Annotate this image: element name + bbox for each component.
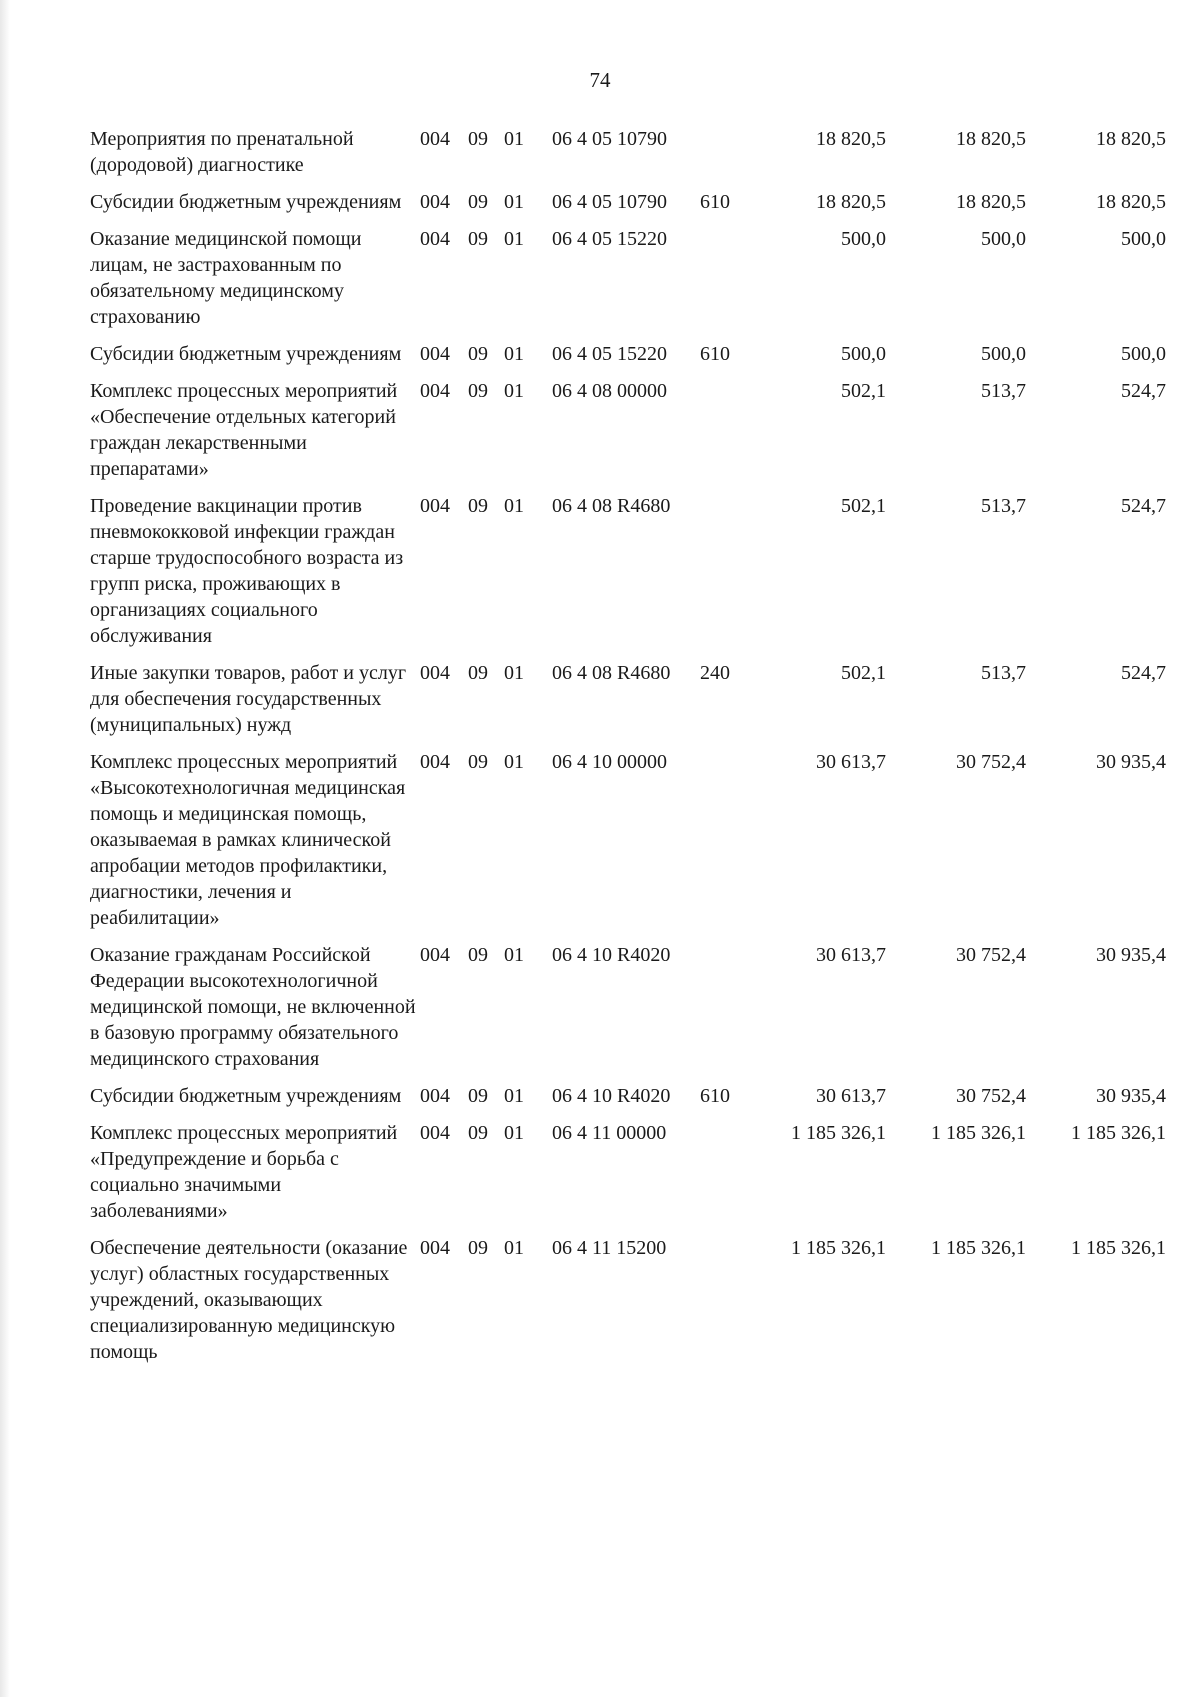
- amount-year-1: 502,1: [841, 662, 886, 684]
- ministry-code: 004: [420, 495, 450, 517]
- row-name: Комплекс процессных мероприятий «Предупреждение и борьба с социально значимыми заболеваниями»: [90, 1122, 398, 1222]
- amount-year-2: 500,0: [981, 228, 1026, 250]
- target-article-code: 06 4 05 10790: [552, 128, 667, 150]
- amount-year-2: 500,0: [981, 343, 1026, 365]
- section-code: 09: [468, 1085, 488, 1107]
- ministry-code: 004: [420, 944, 450, 966]
- row-name: Субсидии бюджетным учреждениям: [90, 343, 402, 365]
- amount-year-2: 30 752,4: [956, 751, 1026, 773]
- amount-year-3: 500,0: [1121, 343, 1166, 365]
- target-article-code: 06 4 05 15220: [552, 343, 667, 365]
- table-row: [90, 1120, 1170, 1224]
- target-article-code: 06 4 10 R4020: [552, 944, 671, 966]
- subsection-code: 01: [504, 343, 524, 365]
- row-name: Комплекс процессных мероприятий «Высокотехнологичная медицинская помощь и медицинская помощь, оказываемая в рамках клинической апробации методов профилактики, диагностики, лечения и реабилитации»: [90, 751, 406, 929]
- expense-type-code: 610: [700, 343, 730, 365]
- row-name: Мероприятия по пренатальной (дородовой) диагностике: [90, 128, 354, 176]
- target-article-code: 06 4 05 10790: [552, 191, 667, 213]
- amount-year-3: 30 935,4: [1096, 1085, 1166, 1107]
- ministry-code: 004: [420, 343, 450, 365]
- table-row: [90, 493, 1170, 649]
- row-name: Оказание медицинской помощи лицам, не застрахованным по обязательному медицинскому страхованию: [90, 228, 362, 328]
- amount-year-2: 18 820,5: [956, 128, 1026, 150]
- table-row: [90, 378, 1170, 482]
- target-article-code: 06 4 08 R4680: [552, 662, 671, 684]
- section-code: 09: [468, 380, 488, 402]
- target-article-code: 06 4 08 00000: [552, 380, 667, 402]
- section-code: 09: [468, 1237, 488, 1259]
- amount-year-1: 502,1: [841, 380, 886, 402]
- subsection-code: 01: [504, 662, 524, 684]
- amount-year-2: 513,7: [981, 662, 1026, 684]
- amount-year-3: 500,0: [1121, 228, 1166, 250]
- amount-year-1: 1 185 326,1: [791, 1237, 886, 1259]
- expense-type-code: 240: [700, 662, 730, 684]
- amount-year-3: 524,7: [1121, 380, 1166, 402]
- subsection-code: 01: [504, 1237, 524, 1259]
- table-row: [90, 341, 1170, 367]
- amount-year-3: 18 820,5: [1096, 191, 1166, 213]
- row-name: Иные закупки товаров, работ и услуг для обеспечения государственных (муниципальных) нужд: [90, 662, 407, 736]
- ministry-code: 004: [420, 380, 450, 402]
- amount-year-1: 500,0: [841, 343, 886, 365]
- table-row: [90, 126, 1170, 178]
- section-code: 09: [468, 1122, 488, 1144]
- row-name: Проведение вакцинации против пневмококковой инфекции граждан старше трудоспособного возраста из групп риска, проживающих в организациях социального обслуживания: [90, 495, 404, 647]
- page-number: 74: [589, 68, 611, 92]
- target-article-code: 06 4 11 15200: [552, 1237, 667, 1259]
- budget-table: [90, 126, 1170, 1376]
- amount-year-3: 1 185 326,1: [1071, 1237, 1166, 1259]
- table-row: [90, 660, 1170, 738]
- amount-year-3: 18 820,5: [1096, 128, 1166, 150]
- row-name: Обеспечение деятельности (оказание услуг) областных государственных учреждений, оказывающих специализированную медицинскую помощь: [90, 1237, 408, 1363]
- ministry-code: 004: [420, 1237, 450, 1259]
- section-code: 09: [468, 944, 488, 966]
- amount-year-2: 30 752,4: [956, 944, 1026, 966]
- ministry-code: 004: [420, 662, 450, 684]
- subsection-code: 01: [504, 1122, 524, 1144]
- section-code: 09: [468, 343, 488, 365]
- table-row: [90, 942, 1170, 1072]
- expense-type-code: 610: [700, 1085, 730, 1107]
- target-article-code: 06 4 08 R4680: [552, 495, 671, 517]
- amount-year-1: 502,1: [841, 495, 886, 517]
- ministry-code: 004: [420, 191, 450, 213]
- scan-edge-shadow: [0, 0, 10, 1697]
- section-code: 09: [468, 495, 488, 517]
- amount-year-3: 524,7: [1121, 495, 1166, 517]
- section-code: 09: [468, 191, 488, 213]
- amount-year-1: 18 820,5: [816, 128, 886, 150]
- row-name: Субсидии бюджетным учреждениям: [90, 1085, 402, 1107]
- amount-year-2: 1 185 326,1: [931, 1237, 1026, 1259]
- table-row: [90, 189, 1170, 215]
- section-code: 09: [468, 751, 488, 773]
- amount-year-2: 513,7: [981, 495, 1026, 517]
- ministry-code: 004: [420, 1122, 450, 1144]
- amount-year-2: 513,7: [981, 380, 1026, 402]
- amount-year-1: 30 613,7: [816, 751, 886, 773]
- amount-year-3: 1 185 326,1: [1071, 1122, 1166, 1144]
- table-row: [90, 226, 1170, 330]
- section-code: 09: [468, 662, 488, 684]
- subsection-code: 01: [504, 944, 524, 966]
- amount-year-1: 500,0: [841, 228, 886, 250]
- section-code: 09: [468, 128, 488, 150]
- ministry-code: 004: [420, 228, 450, 250]
- table-row: [90, 749, 1170, 931]
- amount-year-3: 30 935,4: [1096, 751, 1166, 773]
- table-row: [90, 1235, 1170, 1365]
- amount-year-1: 18 820,5: [816, 191, 886, 213]
- table-row: [90, 1083, 1170, 1109]
- amount-year-3: 30 935,4: [1096, 944, 1166, 966]
- ministry-code: 004: [420, 751, 450, 773]
- subsection-code: 01: [504, 228, 524, 250]
- subsection-code: 01: [504, 751, 524, 773]
- amount-year-1: 1 185 326,1: [791, 1122, 886, 1144]
- row-name: Субсидии бюджетным учреждениям: [90, 191, 402, 213]
- amount-year-2: 30 752,4: [956, 1085, 1026, 1107]
- section-code: 09: [468, 228, 488, 250]
- ministry-code: 004: [420, 1085, 450, 1107]
- subsection-code: 01: [504, 380, 524, 402]
- target-article-code: 06 4 10 00000: [552, 751, 667, 773]
- row-name: Оказание гражданам Российской Федерации высокотехнологичной медицинской помощи, не включенной в базовую программу обязательного медицинского страхования: [90, 944, 416, 1070]
- target-article-code: 06 4 05 15220: [552, 228, 667, 250]
- subsection-code: 01: [504, 128, 524, 150]
- expense-type-code: 610: [700, 191, 730, 213]
- subsection-code: 01: [504, 495, 524, 517]
- target-article-code: 06 4 10 R4020: [552, 1085, 671, 1107]
- subsection-code: 01: [504, 191, 524, 213]
- amount-year-2: 1 185 326,1: [931, 1122, 1026, 1144]
- row-name: Комплекс процессных мероприятий «Обеспечение отдельных категорий граждан лекарственными препаратами»: [90, 380, 398, 480]
- amount-year-3: 524,7: [1121, 662, 1166, 684]
- amount-year-1: 30 613,7: [816, 1085, 886, 1107]
- ministry-code: 004: [420, 128, 450, 150]
- target-article-code: 06 4 11 00000: [552, 1122, 667, 1144]
- subsection-code: 01: [504, 1085, 524, 1107]
- amount-year-1: 30 613,7: [816, 944, 886, 966]
- amount-year-2: 18 820,5: [956, 191, 1026, 213]
